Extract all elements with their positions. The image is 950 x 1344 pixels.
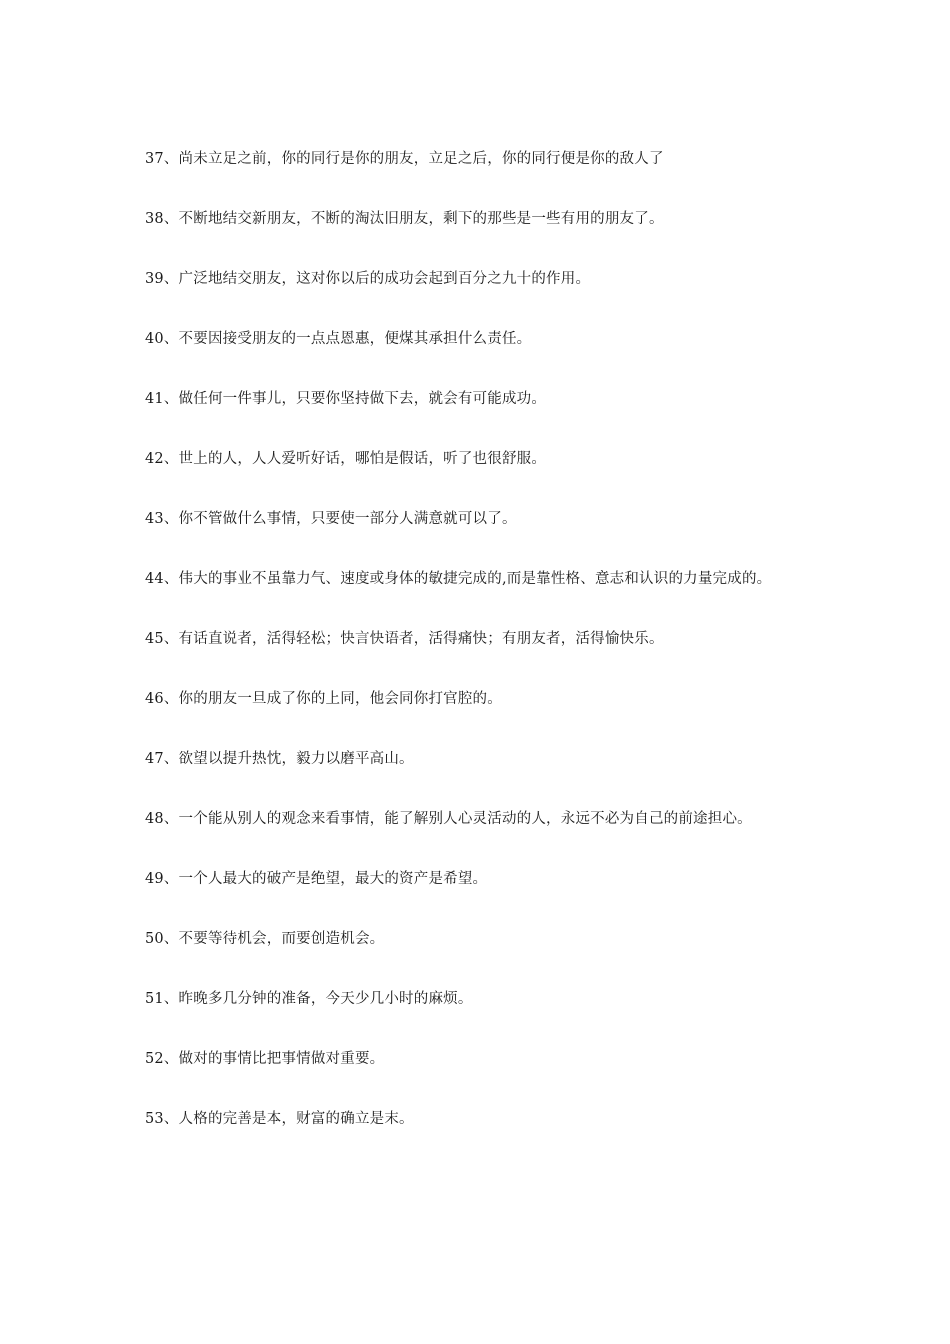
quote-item: 39、广泛地结交朋友，这对你以后的成功会起到百分之九十的作用。 bbox=[145, 271, 591, 287]
quote-item: 41、做任何一件事儿，只要你坚持做下去，就会有可能成功。 bbox=[145, 391, 547, 407]
quote-item: 42、世上的人，人人爱听好话，哪怕是假话，听了也很舒服。 bbox=[145, 451, 547, 467]
quote-item: 38、不断地结交新朋友，不断的淘汰旧朋友，剩下的那些是一些有用的朋友了。 bbox=[145, 211, 664, 227]
quote-item: 46、你的朋友一旦成了你的上同，他会同你打官腔的。 bbox=[145, 691, 502, 707]
quote-item: 52、做对的事情比把事情做对重要。 bbox=[145, 1051, 385, 1067]
quote-item: 48、一个能从别人的观念来看事情，能了解别人心灵活动的人，永远不必为自己的前途担心。 bbox=[145, 811, 752, 827]
quote-item: 43、你不管做什么事情，只要使一部分人满意就可以了。 bbox=[145, 511, 517, 527]
quote-item: 51、昨晚多几分钟的准备，今天少几小时的麻烦。 bbox=[145, 991, 473, 1007]
quote-item: 45、有话直说者，活得轻松；快言快语者，活得痛快；有朋友者，活得愉快乐。 bbox=[145, 631, 664, 647]
quote-item: 44、伟大的事业不虽靠力气、速度或身体的敏捷完成的,而是靠性格、意志和认识的力量完成的。 bbox=[145, 571, 772, 587]
quote-item: 53、人格的完善是本，财富的确立是末。 bbox=[145, 1111, 414, 1127]
quote-item: 37、尚未立足之前，你的同行是你的朋友，立足之后，你的同行便是你的敌人了 bbox=[145, 151, 664, 167]
quote-item: 50、不要等待机会，而要创造机会。 bbox=[145, 931, 385, 947]
quote-list bbox=[145, 148, 810, 1168]
quote-item: 47、欲望以提升热忱，毅力以磨平高山。 bbox=[145, 751, 414, 767]
quote-item: 49、一个人最大的破产是绝望，最大的资产是希望。 bbox=[145, 871, 488, 887]
quote-item: 40、不要因接受朋友的一点点恩惠，便煤其承担什么责任。 bbox=[145, 331, 532, 347]
